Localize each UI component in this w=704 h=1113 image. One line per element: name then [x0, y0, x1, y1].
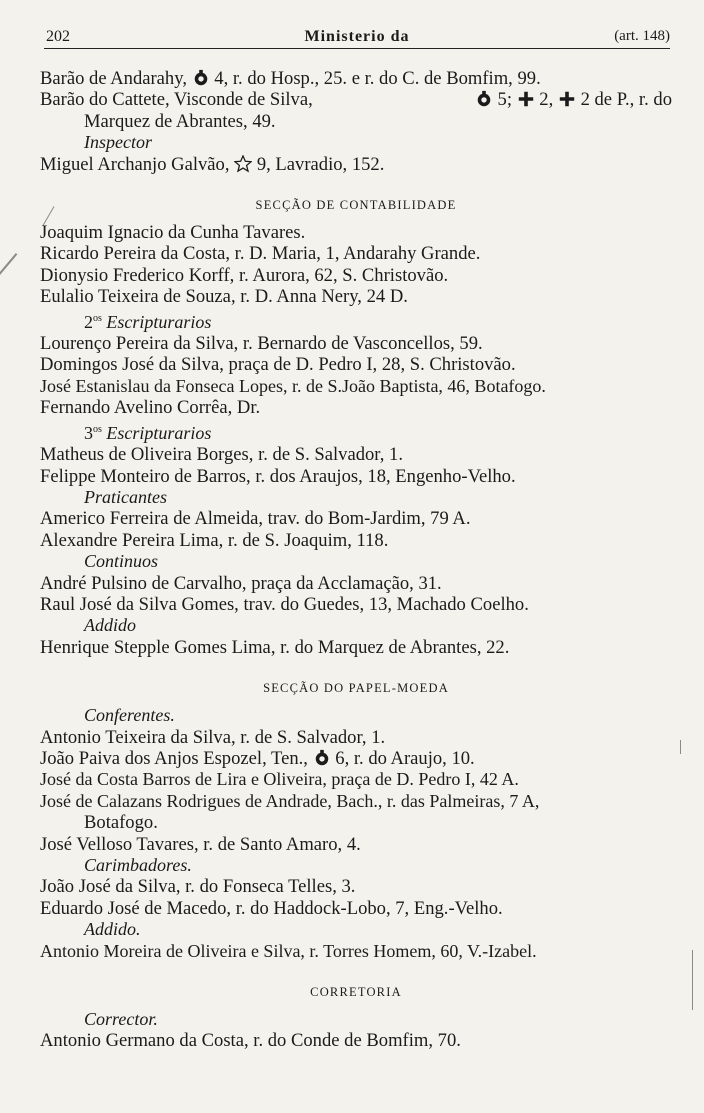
order-insignia-icon	[192, 69, 210, 87]
entry-line: João José da Silva, r. do Fonseca Telles, 3.	[40, 876, 356, 898]
entry-line: Dionysio Frederico Korff, r. Aurora, 62, S. Christovão.	[40, 264, 449, 286]
page-header	[44, 26, 670, 49]
role-heading: Conferentes.	[84, 705, 175, 726]
entry-line: Botafogo.	[84, 812, 158, 834]
entry-line: Raul José da Silva Gomes, trav. do Guedes, 13, Machado Coelho.	[40, 593, 529, 615]
star-insignia-icon	[234, 155, 252, 173]
cross-insignia-icon	[558, 90, 576, 108]
scan-mark	[680, 740, 681, 754]
entry-line: Barão do Cattete, Visconde de Silva, 5; 2, 2 de P., r. do	[40, 89, 672, 111]
entry-line: Eduardo José de Macedo, r. do Haddock-Lobo, 7, Eng.-Velho.	[40, 897, 503, 919]
role-heading: Corrector.	[84, 1009, 158, 1030]
section-title: SECÇÃO DO PAPEL-MOEDA	[263, 681, 449, 696]
entry-line: Henrique Stepple Gomes Lima, r. do Marquez de Abrantes, 22.	[40, 636, 510, 658]
cross-insignia-icon	[517, 90, 535, 108]
role-heading: $2^{os}$ Escripturarios	[84, 311, 212, 332]
entry-line: Felippe Monteiro de Barros, r. dos Araujos, 18, Engenho-Velho.	[40, 465, 516, 487]
role-heading: Praticantes	[84, 486, 167, 507]
entry-line: Lourenço Pereira da Silva, r. Bernardo de Vasconcellos, 59.	[40, 333, 483, 355]
running-title: Ministerio da	[304, 28, 410, 45]
entry-line: João Paiva dos Anjos Espozel, Ten., 6, r. do Araujo, 10.	[40, 747, 475, 769]
entry-line: José da Costa Barros de Lira e Oliveira, praça de D. Pedro I, 42 A.	[40, 769, 519, 790]
page-number: 202	[46, 28, 70, 45]
entry-line: Americo Ferreira de Almeida, trav. do Bom-Jardim, 79 A.	[40, 508, 471, 530]
entry-line: José Velloso Tavares, r. de Santo Amaro, 4.	[40, 833, 361, 855]
entry-line: Domingos José da Silva, praça de D. Pedro I, 28, S. Christovão.	[40, 354, 516, 376]
entry-line: Joaquim Ignacio da Cunha Tavares.	[40, 222, 306, 244]
entry-line: André Pulsino de Carvalho, praça da Acclamação, 31.	[40, 572, 442, 594]
article-reference: (art. 148)	[614, 28, 670, 44]
role-heading: Addido.	[84, 919, 141, 940]
entry-line: Alexandre Pereira Lima, r. de S. Joaquim, 118.	[40, 529, 389, 551]
inspector-heading: Inspector	[84, 132, 152, 153]
role-heading: Carimbadores.	[84, 855, 192, 875]
entry-line: Eulalio Teixeira de Souza, r. D. Anna Nery, 24 D.	[40, 286, 408, 308]
entry-line: Marquez de Abrantes, 49.	[84, 110, 276, 132]
order-insignia-icon	[475, 90, 493, 108]
page-body	[40, 68, 672, 1052]
entry-line: Fernando Avelino Corrêa, Dr.	[40, 397, 261, 419]
entry-line: José de Calazans Rodrigues de Andrade, Bach., r. das Palmeiras, 7 A,	[40, 790, 540, 811]
section-title: SECÇÃO DE CONTABILIDADE	[255, 198, 457, 213]
role-heading: $3^{os}$ Escripturarios	[84, 422, 212, 443]
scan-mark	[0, 253, 17, 277]
role-heading: Addido	[84, 615, 136, 636]
role-heading: Continuos	[84, 551, 159, 572]
scan-mark	[692, 950, 693, 1010]
entry-line: Antonio Moreira de Oliveira e Silva, r. Torres Homem, 60, V.-Izabel.	[40, 940, 537, 961]
section-title: CORRETORIA	[310, 985, 402, 1000]
entry-line: Ricardo Pereira da Costa, r. D. Maria, 1, Andarahy Grande.	[40, 243, 481, 265]
entry-line: Antonio Germano da Costa, r. do Conde de Bomfim, 70.	[40, 1030, 461, 1052]
entry-line: Miguel Archanjo Galvão, 9, Lavradio, 152.	[40, 153, 385, 175]
entry-line: José Estanislau da Fonseca Lopes, r. de S.João Baptista, 46, Botafogo.	[40, 375, 546, 396]
order-insignia-icon	[313, 749, 331, 767]
entry-line: Barão de Andarahy, 4, r. do Hosp., 25. e r. do C. de Bomfim, 99.	[40, 68, 541, 89]
entry-line: Antonio Teixeira da Silva, r. de S. Salvador, 1.	[40, 726, 386, 748]
entry-line: Matheus de Oliveira Borges, r. de S. Salvador, 1.	[40, 444, 403, 466]
